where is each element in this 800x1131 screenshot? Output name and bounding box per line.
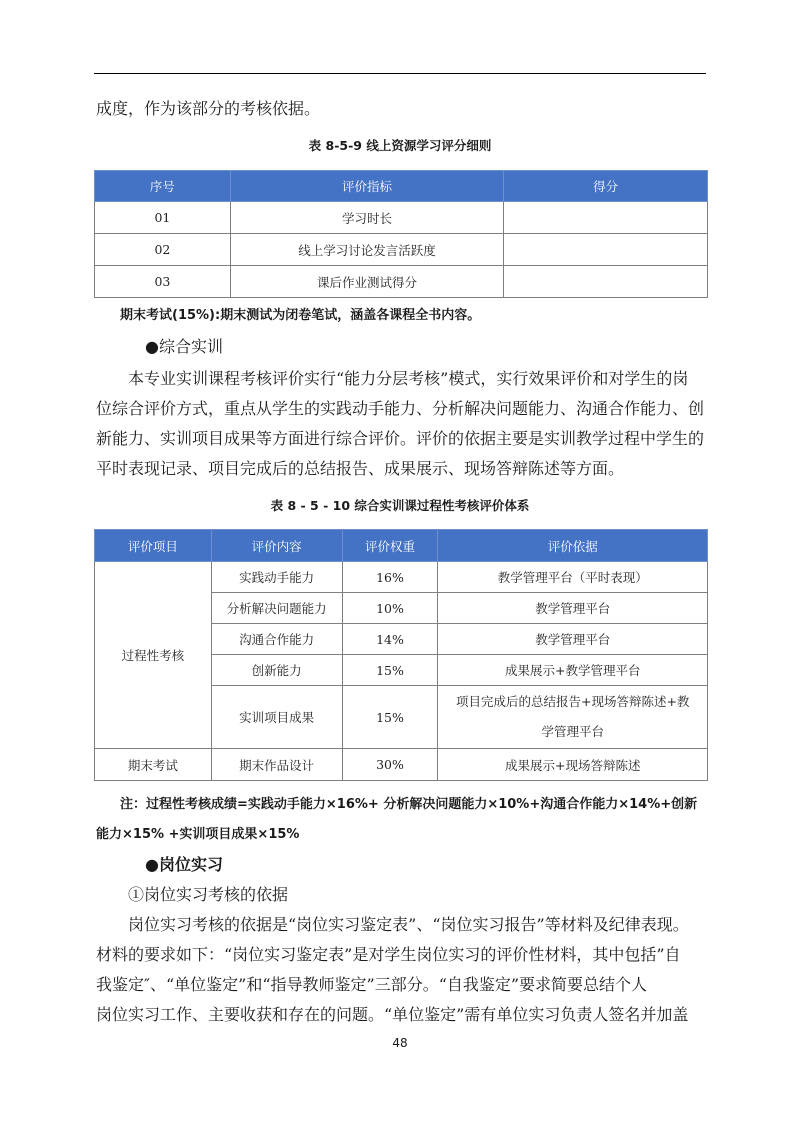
exam-note: 期末考试(15%):期末测试为闭卷笔试，涵盖各课程全书内容。	[120, 308, 481, 323]
table-row	[95, 234, 708, 266]
table1-cell-item: 课后作业测试得分	[230, 266, 504, 298]
table-row	[95, 749, 708, 781]
table1-cell-score	[504, 266, 708, 298]
internship-line: 材料的要求如下：“岗位实习鉴定表”是对学生岗位实习的评价性材料，其中包括”自	[96, 945, 681, 964]
table2-cell-content: 创新能力	[211, 655, 342, 686]
basis-line: 学管理平台	[541, 724, 604, 739]
internship-line: 岗位实习工作、主要收获和存在的问题。“单位鉴定”需有单位实习负责人签名并加盖	[96, 1005, 689, 1024]
table2-cell-content: 分析解决问题能力	[211, 593, 342, 624]
table2-cell-weight: 15%	[342, 655, 438, 686]
table2-cell-content: 实训项目成果	[211, 686, 342, 749]
table2-cell-basis: 教学管理平台	[438, 593, 708, 624]
table1-cell-no: 03	[95, 266, 231, 298]
table2-header-project: 评价项目	[95, 530, 212, 562]
table2-caption: 表 8 - 5 - 10 综合实训课过程性考核评价体系	[270, 498, 530, 513]
table-row	[95, 202, 708, 234]
training-line: 平时表现记录、项目完成后的总结报告、成果展示、现场答辩陈述等方面。	[96, 459, 625, 478]
basis-line: 项目完成后的总结报告+现场答辩陈述+教	[455, 694, 690, 709]
table1-cell-score	[504, 202, 708, 234]
training-line: 位综合评价方式，重点从学生的实践动手能力、分析解决问题能力、沟通合作能力、创	[96, 399, 705, 418]
table2-cell-weight: 30%	[342, 749, 438, 781]
table2-cell-weight: 14%	[342, 624, 438, 655]
online-resource-score-table	[94, 170, 708, 298]
training-line: 新能力、实训项目成果等方面进行综合评价。评价的依据主要是实训教学过程中学生的	[96, 429, 705, 448]
table2-cell-project: 期末考试	[95, 749, 212, 781]
table-row	[95, 562, 708, 593]
table2-cell-basis: 教学管理平台	[438, 624, 708, 655]
training-paragraph	[96, 364, 708, 484]
internship-subheading: ①岗位实习考核的依据	[128, 885, 289, 904]
table2-header-content: 评价内容	[211, 530, 342, 562]
table1-header-item: 评价指标	[230, 171, 504, 202]
intro-line: 成度，作为该部分的考核依据。	[96, 99, 321, 118]
table-row	[95, 266, 708, 298]
table1-cell-no: 01	[95, 202, 231, 234]
table2-cell-basis	[438, 686, 708, 749]
header-rule	[94, 73, 706, 74]
table1-cell-item: 线上学习讨论发言活跃度	[230, 234, 504, 266]
table2-cell-basis: 成果展示+教学管理平台	[438, 655, 708, 686]
internship-paragraph	[96, 910, 708, 1030]
page-number: 48	[392, 1036, 408, 1050]
section-heading-training: ●综合实训	[145, 337, 223, 356]
table2-cell-weight: 10%	[342, 593, 438, 624]
table2-group-label: 过程性考核	[95, 562, 212, 749]
table2-cell-basis: 教学管理平台（平时表现）	[438, 562, 708, 593]
table2-cell-weight: 16%	[342, 562, 438, 593]
table1-header-score: 得分	[504, 171, 708, 202]
table1-header-no: 序号	[95, 171, 231, 202]
training-line: 本专业实训课程考核评价实行“能力分层考核”模式，实行效果评价和对学生的岗	[128, 369, 689, 388]
table2-cell-content: 实践动手能力	[211, 562, 342, 593]
formula-note-line1: 注：过程性考核成绩=实践动手能力×16%+ 分析解决问题能力×10%+沟通合作能力×14%+创新	[120, 797, 698, 812]
table2-cell-weight: 15%	[342, 686, 438, 749]
internship-line: 岗位实习考核的依据是“岗位实习鉴定表”、“岗位实习报告”等材料及纪律表现。	[128, 915, 689, 934]
table1-cell-no: 02	[95, 234, 231, 266]
internship-line: 我鉴定″、“单位鉴定”和“指导教师鉴定”三部分。“自我鉴定”要求简要总结个人	[96, 975, 648, 994]
table1-cell-score	[504, 234, 708, 266]
table2-cell-content: 期末作品设计	[211, 749, 342, 781]
section-heading-internship: ●岗位实习	[145, 855, 223, 874]
table1-cell-item: 学习时长	[230, 202, 504, 234]
formula-note-line2: 能力×15% +实训项目成果×15%	[96, 827, 300, 842]
training-evaluation-table	[94, 529, 708, 781]
table1-caption: 表 8-5-9 线上资源学习评分细则	[308, 138, 492, 153]
table2-header-weight: 评价权重	[342, 530, 438, 562]
table2-cell-basis: 成果展示+现场答辩陈述	[438, 749, 708, 781]
table2-cell-content: 沟通合作能力	[211, 624, 342, 655]
table2-header-basis: 评价依据	[438, 530, 708, 562]
